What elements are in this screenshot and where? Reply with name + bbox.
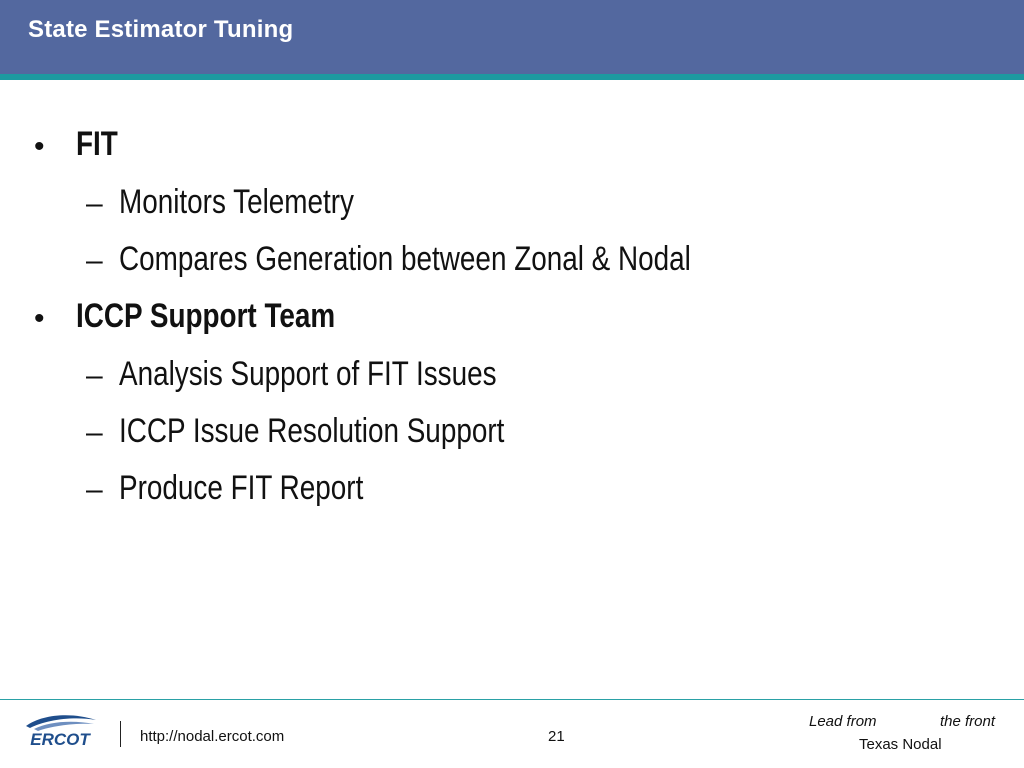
sub-bullet-marker: –: [86, 244, 103, 277]
page-number: 21: [548, 728, 565, 745]
sub-bullet-iccp-issue-resolution: ICCP Issue Resolution Support: [119, 412, 505, 450]
bullet-marker: •: [34, 130, 45, 163]
sub-bullet-monitors-telemetry: Monitors Telemetry: [119, 183, 354, 221]
ercot-logo: [20, 712, 100, 752]
sub-bullet-compares-generation: Compares Generation between Zonal & Nodal: [119, 240, 691, 278]
sub-bullet-marker: –: [86, 416, 103, 449]
sub-bullet-marker: –: [86, 187, 103, 220]
logo-wordmark: ERCOT: [30, 730, 90, 749]
slide-title: State Estimator Tuning: [28, 16, 294, 43]
header-divider: [0, 74, 1024, 80]
footer-subtitle: Texas Nodal: [859, 736, 942, 753]
footer-separator: [120, 721, 121, 747]
tagline-lead-from: Lead from: [809, 713, 877, 730]
header-bar: [0, 0, 1024, 74]
sub-bullet-analysis-support: Analysis Support of FIT Issues: [119, 355, 497, 393]
sub-bullet-produce-fit-report: Produce FIT Report: [119, 469, 364, 507]
bullet-marker: •: [34, 302, 45, 335]
footer-divider: [0, 699, 1024, 700]
footer-url-link[interactable]: http://nodal.ercot.com: [140, 728, 285, 745]
bullet-fit: FIT: [76, 125, 118, 163]
sub-bullet-marker: –: [86, 473, 103, 506]
tagline-the-front: the front: [940, 713, 996, 730]
bullet-iccp-support-team: ICCP Support Team: [76, 297, 336, 335]
sub-bullet-marker: –: [86, 359, 103, 392]
